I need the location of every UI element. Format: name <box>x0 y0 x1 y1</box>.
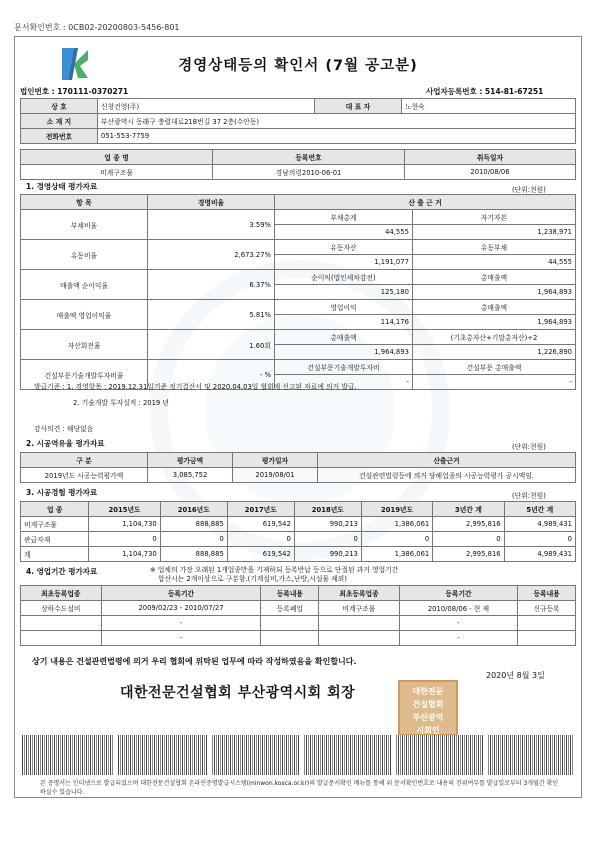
management-ratio-table <box>20 209 576 390</box>
period-cell: 신규등록 <box>518 601 576 616</box>
table-row <box>21 631 576 646</box>
experience-header: 업 종 <box>21 502 89 517</box>
reg-industry: 비계구조물 <box>21 165 213 180</box>
mgmt-ratio: 1.60회 <box>148 330 275 360</box>
period-cell <box>261 616 319 631</box>
reg-header-industry: 업 종 명 <box>21 150 213 165</box>
period-cell: 2010/08/06 - 현 재 <box>399 601 517 616</box>
mgmt-ratio: - % <box>148 360 275 390</box>
table-header-row <box>21 502 576 517</box>
mgmt-item: 매출액 순이익율 <box>21 270 148 300</box>
mgmt-header-basis: 산 출 근 거 <box>275 195 576 210</box>
basis-numerator-label: 영업이익 <box>275 300 413 315</box>
basis-numerator-label: 부채총계 <box>275 210 413 225</box>
issuer-name: 대한전문건설협회 부산광역시회 회장 <box>120 685 356 701</box>
table-row <box>21 517 576 532</box>
registration-table <box>20 149 576 180</box>
basis-numerator-label: 건설부문기술개발투자비 <box>275 360 413 375</box>
company-name: 신창건영(주) <box>98 99 315 114</box>
section4-note-2: 합산시는 2개이상으로 구분함.(기계설비,가스,난방,시설물 제외) <box>158 575 347 583</box>
period-cell: 상하수도설비 <box>21 601 102 616</box>
basis-numerator-value: 1,964,893 <box>275 345 413 360</box>
company-address: 부산광역시 동래구 충렬대로218번길 37 2층(수안동) <box>98 114 576 129</box>
basis-denominator-label: 총매출액 <box>412 300 575 315</box>
experience-value: 0 <box>227 532 294 547</box>
basis-numerator-value: 125,180 <box>275 285 413 300</box>
footer-notice: 본 증명서는 인터넷으로 발급되었으며 대한전문건설협회 온라인증명발급시스템(minwon.kosca.or.kr)의 발급문서확인 메뉴를 통해 위 문서확인번호로 내용의 진위여부를 발급일로부터 3개월간 확인하실수 있습니다. <box>40 780 559 796</box>
period-cell <box>319 616 400 631</box>
mgmt-ratio: 5.81% <box>148 300 275 330</box>
section1-unit: (단위:천원) <box>512 186 546 194</box>
section2-title: 2. 시공역유율 평가자료 <box>26 439 105 448</box>
basis-denominator-value: 1,964,893 <box>412 285 575 300</box>
basis-denominator-value: 44,555 <box>412 255 575 270</box>
confirmation-statement: 상기 내용은 건설관련법령에 의거 우리 협회에 위탁된 업무에 따라 작성하였음을 확인합니다. <box>32 657 357 666</box>
section3-unit: (단위:천원) <box>512 492 546 500</box>
basis-numerator-label: 순이익(법인세차감전) <box>275 270 413 285</box>
document-number: 문서확인번호 : 0CB02-20200803-5456-801 <box>14 23 180 32</box>
basis-numerator-label: 총매출액 <box>275 330 413 345</box>
period-cell: 비계구조물 <box>319 601 400 616</box>
table-row <box>21 547 576 562</box>
reg-date: 2010/08/06 <box>405 165 576 180</box>
period-cell: - <box>399 631 517 646</box>
section4-title: 4. 영업기간 평가자료 <box>26 567 98 576</box>
section1-title: 1. 경영상태 평가자료 <box>26 182 98 191</box>
period-cell: - <box>101 631 261 646</box>
basis-denominator-label: 자기자본 <box>412 210 575 225</box>
experience-value: 0 <box>433 532 504 547</box>
experience-value: 1,104,730 <box>89 517 160 532</box>
table-row <box>21 300 576 315</box>
experience-header: 2015년도 <box>89 502 160 517</box>
experience-value: 0 <box>294 532 361 547</box>
construction-capacity-table <box>20 452 576 483</box>
basis-denominator-value: 1,226,890 <box>412 345 575 360</box>
experience-value: 0 <box>504 532 575 547</box>
management-rows <box>20 209 576 390</box>
basis-denominator-label: 총매출액 <box>412 270 575 285</box>
document-title: 경영상태등의 확인서 (7월 공고분) <box>178 58 418 74</box>
experience-value: 2,995,816 <box>433 547 504 562</box>
cap-type: 2019년도 시공능력평가액 <box>21 468 148 483</box>
basis-denominator-label: 건설부문 총매출액 <box>412 360 575 375</box>
period-cell: 2009/02/23 - 2010/07/27 <box>101 601 261 616</box>
period-header: 등록내용 <box>261 586 319 601</box>
mgmt-ratio: 2,673.27% <box>148 240 275 270</box>
basis-numerator-value: 1,191,077 <box>275 255 413 270</box>
experience-table <box>20 501 576 562</box>
experience-value: 990,213 <box>294 517 361 532</box>
basis-numerator-label: 유동자산 <box>275 240 413 255</box>
audit-opinion: 감사의견 : 해당없음 <box>34 425 94 433</box>
experience-value: 1,104,730 <box>89 547 160 562</box>
table-header-row <box>21 586 576 601</box>
mgmt-header-item: 항 목 <box>21 195 148 210</box>
label-phone: 전화번호 <box>21 129 98 144</box>
section2-unit: (단위:천원) <box>512 443 546 451</box>
period-cell <box>21 616 102 631</box>
experience-value: 990,213 <box>294 547 361 562</box>
experience-value: 888,885 <box>160 517 227 532</box>
cap-basis: 건설관련법령등에 의거 당해업종의 시공능력평가 공시액임. <box>318 468 576 483</box>
corporate-number: 법인번호 : 170111-0370271 <box>20 87 129 96</box>
experience-value: 4,989,431 <box>504 547 575 562</box>
experience-industry: 비계구조물 <box>21 517 89 532</box>
experience-header: 2017년도 <box>227 502 294 517</box>
issue-date: 2020년 8월 3일 <box>486 671 545 680</box>
basis-numerator-value: 44,555 <box>275 225 413 240</box>
table-row <box>21 270 576 285</box>
mgmt-ratio: 6.37% <box>148 270 275 300</box>
management-table <box>20 194 576 210</box>
cap-amount: 3,085,752 <box>148 468 233 483</box>
period-cell <box>518 631 576 646</box>
cap-date: 2019/08/01 <box>233 468 318 483</box>
period-header: 최초등록업종 <box>21 586 102 601</box>
experience-value: 2,995,816 <box>433 517 504 532</box>
table-row <box>21 240 576 255</box>
experience-header: 2018년도 <box>294 502 361 517</box>
company-info-table <box>20 98 576 144</box>
experience-industry: 관급자재 <box>21 532 89 547</box>
experience-value: 1,386,061 <box>361 547 432 562</box>
mgmt-ratio: 3.59% <box>148 210 275 240</box>
period-cell: - <box>399 616 517 631</box>
table-row <box>21 360 576 375</box>
section4-note-1: ※ 업체의 가장 오래된 1개업종만을 기재하되 등록반납 등으로 단절된 과거 영업기간 <box>150 566 399 574</box>
cap-header-type: 구 분 <box>21 453 148 468</box>
mgmt-item: 부채비율 <box>21 210 148 240</box>
table-row <box>21 532 576 547</box>
mgmt-header-ratio: 경영비율 <box>148 195 275 210</box>
period-cell <box>518 616 576 631</box>
issue-basis-2: 2. 기술개발 투자실적 : 2019 년 <box>73 399 169 407</box>
table-row <box>21 616 576 631</box>
period-cell <box>21 631 102 646</box>
mgmt-item: 유동비율 <box>21 240 148 270</box>
basis-numerator-value: - <box>275 375 413 390</box>
cap-header-date: 평가일자 <box>233 453 318 468</box>
section3-title: 3. 시공경험 평가자료 <box>26 488 98 497</box>
cap-header-basis: 산출근거 <box>318 453 576 468</box>
issue-basis-1: 발급기준 : 1. 경영항목 : 2019.12.31일기준 정기결산서 및 2020.04.03일 협회에 신고된 자료에 의거 발급. <box>34 383 357 391</box>
period-header: 등록기간 <box>399 586 517 601</box>
experience-value: 619,542 <box>227 547 294 562</box>
period-cell <box>261 631 319 646</box>
basis-denominator-value: 1,964,893 <box>412 315 575 330</box>
experience-value: 4,989,431 <box>504 517 575 532</box>
basis-denominator-label: (기초총자산+기말총자산)÷2 <box>412 330 575 345</box>
reg-header-number: 등록번호 <box>213 150 405 165</box>
period-cell <box>319 631 400 646</box>
basis-denominator-value: - <box>412 375 575 390</box>
period-header: 등록내용 <box>518 586 576 601</box>
experience-value: 619,542 <box>227 517 294 532</box>
experience-header: 2016년도 <box>160 502 227 517</box>
label-company-name: 상 호 <box>21 99 98 114</box>
representative-name: 노현숙 <box>402 99 576 114</box>
experience-value: 0 <box>160 532 227 547</box>
business-period-table <box>20 585 576 646</box>
period-cell: - <box>101 616 261 631</box>
experience-header: 5년간 계 <box>504 502 575 517</box>
table-row <box>21 601 576 616</box>
reg-header-date: 취득일자 <box>405 150 576 165</box>
label-representative: 대 표 자 <box>315 99 402 114</box>
period-header: 최초등록업종 <box>319 586 400 601</box>
experience-header: 3년간 계 <box>433 502 504 517</box>
period-cell: 등록폐업 <box>261 601 319 616</box>
official-seal: 대한전문 건설협회 부산광역 시회인 <box>398 680 458 736</box>
mgmt-item: 자산회전율 <box>21 330 148 360</box>
experience-value: 1,386,061 <box>361 517 432 532</box>
basis-denominator-label: 유동부채 <box>412 240 575 255</box>
experience-header: 2019년도 <box>361 502 432 517</box>
table-row <box>21 330 576 345</box>
period-header: 등록기간 <box>101 586 261 601</box>
verification-barcode <box>22 735 574 775</box>
business-number: 사업자등록번호 : 514-81-67251 <box>426 87 544 96</box>
experience-value: 0 <box>89 532 160 547</box>
mgmt-item: 매출액 영업이익율 <box>21 300 148 330</box>
table-row <box>21 210 576 225</box>
company-phone: 051-553-7759 <box>98 129 576 144</box>
cap-header-amount: 평가금액 <box>148 453 233 468</box>
mgmt-item: 건설부문기술개발투자비율 <box>21 360 148 390</box>
reg-number: 경남의령2010-06-01 <box>213 165 405 180</box>
experience-industry: 계 <box>21 547 89 562</box>
experience-value: 0 <box>361 532 432 547</box>
basis-numerator-value: 114,176 <box>275 315 413 330</box>
label-address: 소 재 지 <box>21 114 98 129</box>
basis-denominator-value: 1,238,971 <box>412 225 575 240</box>
experience-value: 888,885 <box>160 547 227 562</box>
